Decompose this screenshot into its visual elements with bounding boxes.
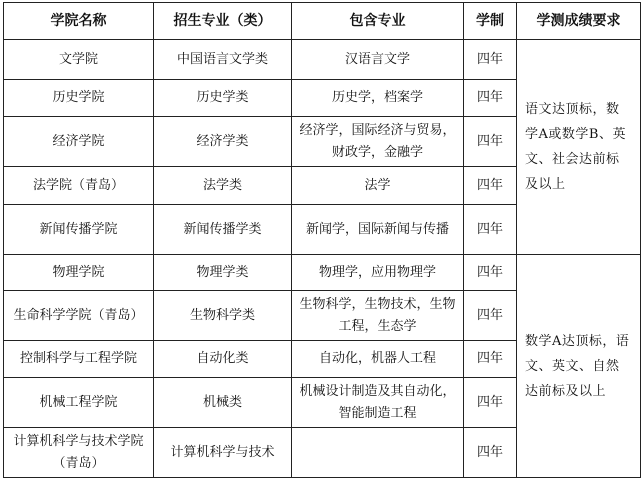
- includes-cell: 生物科学，生物技术，生物工程，生态学: [292, 291, 464, 341]
- college-cell: 历史学院: [4, 80, 154, 117]
- college-cell: 计算机科学与技术学院（青岛）: [4, 428, 154, 478]
- includes-cell: 经济学，国际经济与贸易，财政学，金融学: [292, 117, 464, 167]
- header-requirements: 学测成绩要求: [517, 3, 641, 40]
- admissions-table: [3, 2, 641, 478]
- years-cell: 四年: [464, 291, 517, 341]
- major-cell: 经济学类: [154, 117, 292, 167]
- table-row: [4, 255, 641, 291]
- includes-cell: 汉语言文学: [292, 40, 464, 80]
- years-cell: 四年: [464, 255, 517, 291]
- major-cell: 生物科学类: [154, 291, 292, 341]
- header-includes: 包含专业: [292, 3, 464, 40]
- header-row: [4, 3, 641, 40]
- header-years: 学制: [464, 3, 517, 40]
- includes-cell: 法学: [292, 167, 464, 205]
- college-cell: 控制科学与工程学院: [4, 341, 154, 378]
- major-cell: 新闻传播学类: [154, 205, 292, 255]
- major-cell: 法学类: [154, 167, 292, 205]
- header-major: 招生专业（类）: [154, 3, 292, 40]
- years-cell: 四年: [464, 341, 517, 378]
- college-cell: 物理学院: [4, 255, 154, 291]
- years-cell: 四年: [464, 378, 517, 428]
- includes-cell: [292, 428, 464, 478]
- college-cell: 生命科学学院（青岛）: [4, 291, 154, 341]
- years-cell: 四年: [464, 40, 517, 80]
- includes-cell: 新闻学，国际新闻与传播: [292, 205, 464, 255]
- college-cell: 经济学院: [4, 117, 154, 167]
- years-cell: 四年: [464, 80, 517, 117]
- major-cell: 计算机科学与技术: [154, 428, 292, 478]
- includes-cell: 机械设计制造及其自动化，智能制造工程: [292, 378, 464, 428]
- years-cell: 四年: [464, 205, 517, 255]
- includes-cell: 历史学，档案学: [292, 80, 464, 117]
- requirements-group-2: 数学A达顶标，语文、英文、自然达前标及以上: [517, 255, 641, 478]
- includes-cell: 自动化，机器人工程: [292, 341, 464, 378]
- college-cell: 新闻传播学院: [4, 205, 154, 255]
- years-cell: 四年: [464, 428, 517, 478]
- years-cell: 四年: [464, 167, 517, 205]
- includes-cell: 物理学，应用物理学: [292, 255, 464, 291]
- header-college: 学院名称: [4, 3, 154, 40]
- major-cell: 历史学类: [154, 80, 292, 117]
- table-row: [4, 40, 641, 80]
- major-cell: 中国语言文学类: [154, 40, 292, 80]
- major-cell: 机械类: [154, 378, 292, 428]
- requirements-group-1: 语文达顶标，数学A或数学B、英文、社会达前标及以上: [517, 40, 641, 255]
- major-cell: 自动化类: [154, 341, 292, 378]
- college-cell: 机械工程学院: [4, 378, 154, 428]
- college-cell: 文学院: [4, 40, 154, 80]
- major-cell: 物理学类: [154, 255, 292, 291]
- college-cell: 法学院（青岛）: [4, 167, 154, 205]
- years-cell: 四年: [464, 117, 517, 167]
